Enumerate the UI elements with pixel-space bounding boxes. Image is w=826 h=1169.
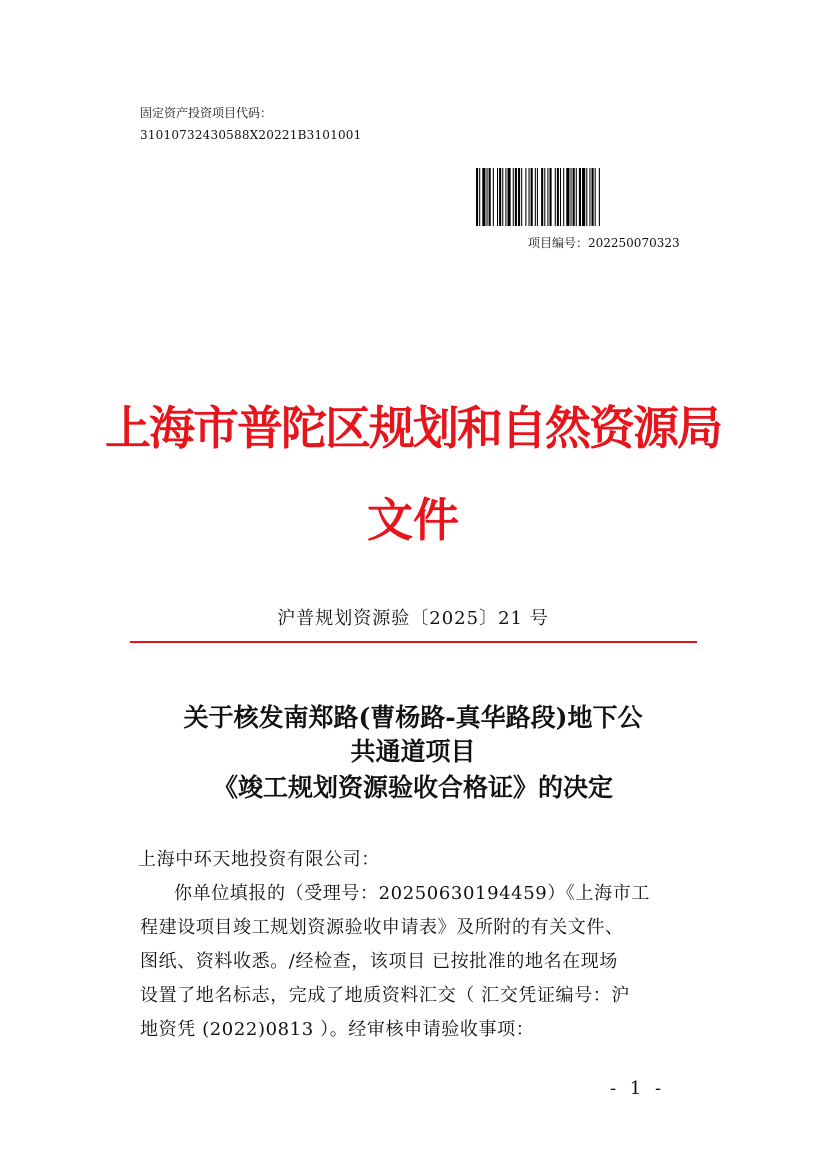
title-line-2: 共通道项目 — [350, 737, 476, 766]
title-line-1: 关于核发南郑路(曹杨路-真华路段)地下公 — [183, 703, 643, 732]
barcode-bar — [497, 168, 498, 226]
barcode-bar — [508, 168, 511, 226]
project-number: 项目编号：202250070323 — [528, 236, 680, 250]
barcode-bar — [595, 168, 596, 226]
barcode-bar — [493, 168, 494, 226]
barcode-bar — [518, 168, 520, 226]
barcode-bar — [515, 168, 517, 226]
barcode-bar — [505, 168, 506, 226]
barcode-bar — [537, 168, 538, 226]
barcode-bar — [489, 168, 491, 226]
barcode-bar — [499, 168, 501, 226]
barcode-bar — [529, 168, 530, 226]
body-line: 地资凭 (2022)0813 ）。经审核申请验收事项： — [140, 1019, 535, 1040]
barcode-bar — [563, 168, 564, 226]
body-line: 图纸、资料收悉。/经检查，该项目 已按批准的地名在现场 — [140, 951, 618, 972]
investment-code: 31010732430588X20221B3101001 — [140, 128, 362, 142]
barcode-bar — [482, 168, 485, 226]
red-divider — [130, 641, 697, 643]
body-line: 程建设项目竣工规划资源验收申请表》及所附的有关文件、 — [140, 917, 624, 938]
barcode-bar — [592, 168, 594, 226]
recipient: 上海中环天地投资有限公司： — [138, 849, 380, 870]
barcode-bar — [571, 168, 572, 226]
barcode-bar — [576, 168, 577, 226]
barcode-bar — [541, 168, 543, 226]
title-line-3: 《竣工规划资源验收合格证》的决定 — [212, 773, 613, 802]
body-line: 设置了地名标志，完成了地质资料汇交（ 汇交凭证编号：沪 — [140, 985, 630, 1006]
document-type: 文件 — [367, 493, 459, 547]
barcode-bar — [599, 168, 600, 226]
barcode — [476, 168, 688, 226]
barcode-bar — [566, 168, 569, 226]
barcode-bar — [586, 168, 587, 226]
investment-code-label: 固定资产投资项目代码： — [140, 106, 273, 120]
document-number: 沪普规划资源验〔2025〕21 号 — [277, 608, 549, 629]
barcode-bar — [557, 168, 559, 226]
barcode-bar — [547, 168, 548, 226]
barcode-bar — [582, 168, 585, 226]
barcode-bar — [513, 168, 514, 226]
barcode-bar — [573, 168, 575, 226]
body-line: 你单位填报的（受理号：20250630194459）《上海市工 — [174, 883, 650, 904]
issuer-name: 上海市普陀区规划和自然资源局 — [105, 401, 721, 455]
barcode-bar — [479, 168, 480, 226]
barcode-bar — [502, 168, 503, 226]
barcode-bar — [579, 168, 581, 226]
page-number: - 1 - — [610, 1078, 666, 1099]
barcode-bar — [487, 168, 488, 226]
barcode-bar — [535, 168, 536, 226]
barcode-bar — [525, 168, 526, 226]
barcode-bar — [560, 168, 561, 226]
barcode-bar — [589, 168, 590, 226]
barcode-bar — [531, 168, 533, 226]
barcode-bar — [550, 168, 552, 226]
barcode-bar — [544, 168, 545, 226]
barcode-bar — [476, 168, 478, 226]
barcode-bar — [555, 168, 556, 226]
barcode-bar — [521, 168, 522, 226]
